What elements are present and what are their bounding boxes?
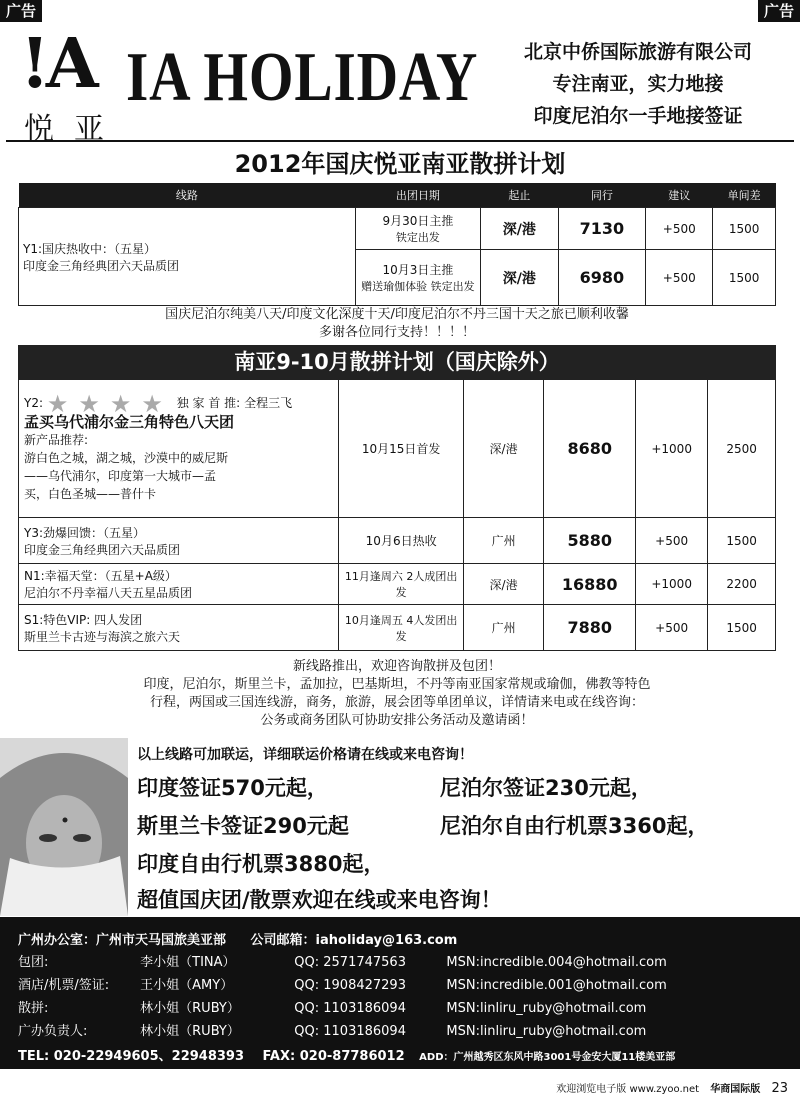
contact-name: 王小姐（AMY） [140, 978, 234, 993]
from-cell: 广州 [463, 605, 544, 651]
from-cell: 广州 [463, 518, 544, 564]
contact-msn: MSN:incredible.001@hotmail.com [446, 978, 667, 993]
table-row [19, 564, 776, 605]
contact-role: 酒店/机票/签证: [18, 978, 110, 993]
route-name: Y1:国庆热收中：（五星） [23, 241, 157, 256]
route-desc: ——乌代浦尔，印度第一大城市—孟 [24, 468, 217, 483]
telephone: TEL: 020-22949605、22948393 [18, 1049, 245, 1064]
single-cell: 1500 [713, 250, 776, 306]
woman-photo [0, 738, 128, 916]
brand-name: IA HOLIDAY [126, 39, 479, 116]
contact-qq: QQ: 1103186094 [294, 1001, 406, 1016]
header [6, 22, 794, 147]
date-cell: 11月逢周六 2人成团出发 [339, 564, 463, 605]
single-cell: 1500 [713, 208, 776, 250]
contact-role: 广办负责人: [18, 1024, 88, 1039]
promo-india-visa: 印度签证570元起， [137, 776, 328, 800]
contact-msn: MSN:linliru_ruby@hotmail.com [446, 1024, 647, 1039]
price-cell: 16880 [544, 564, 636, 605]
contact-name: 林小姐（RUBY） [140, 1001, 240, 1016]
price-cell: 8680 [544, 380, 636, 518]
national-day-table [18, 183, 776, 306]
notice-text [18, 306, 776, 342]
contact-role: 散拼: [18, 1001, 49, 1016]
date-cell [355, 208, 480, 250]
notice-line-2: 多谢各位同行支持！！！！ [318, 325, 475, 340]
star-icons: ★★★★ [46, 389, 173, 418]
route-y2-head [24, 389, 333, 418]
company-email: 公司邮箱：iaholiday@163.com [250, 933, 458, 948]
route-cell [19, 208, 356, 306]
logo-mark: !A [20, 24, 95, 104]
table-row [19, 518, 776, 564]
route-cell [19, 605, 339, 651]
route-name: Y3:劲爆回馈：（五星） [24, 525, 146, 540]
from-cell: 深/港 [463, 380, 544, 518]
date-cell: 10月6日热收 [339, 518, 463, 564]
section-title: 南亚9-10月散拼计划（国庆除外） [18, 345, 776, 379]
page-number: 23 [771, 1081, 788, 1096]
promo-head: 以上线路可加联运，详细联运价格请在线或来电咨询！ [137, 747, 473, 763]
single-cell: 2500 [708, 380, 776, 518]
route-desc: 买，白色圣城——普什卡 [24, 486, 157, 501]
address: ADD：广州越秀区东风中路3001号金安大厦11楼美亚部 [419, 1052, 676, 1063]
contact-msn: MSN:linliru_ruby@hotmail.com [446, 1001, 647, 1016]
page-footer [556, 1080, 788, 1096]
route-cell [19, 518, 339, 564]
route-code: Y2: [24, 396, 44, 411]
route-name: 孟买乌代浦尔金三角特色八天团 [24, 412, 235, 431]
col-price: 同行 [558, 183, 646, 208]
contact-name: 李小姐（TINA） [140, 955, 236, 970]
from-cell: 深/港 [481, 208, 558, 250]
col-route: 线路 [19, 183, 356, 208]
route-cell [19, 380, 339, 518]
suggest-cell: +500 [646, 250, 713, 306]
single-cell: 2200 [708, 564, 776, 605]
contact-footer [0, 917, 800, 1069]
single-cell: 1500 [708, 518, 776, 564]
tel-line [18, 1045, 788, 1064]
route-desc: 斯里兰卡古迹与海滨之旅六天 [24, 629, 181, 644]
table-row [19, 380, 776, 518]
promo-nepal-visa: 尼泊尔签证230元起， [440, 776, 652, 800]
date-cell [355, 250, 480, 306]
ad-label-right: 广告 [758, 0, 800, 22]
col-suggest: 建议 [646, 183, 713, 208]
contact-row [18, 951, 788, 970]
company-info [488, 36, 788, 132]
suggest-cell: +500 [646, 208, 713, 250]
date-text: 10月3日主推 [382, 263, 454, 277]
col-date: 出团日期 [355, 183, 480, 208]
route-desc: 印度金三角经典团六天品质团 [23, 258, 180, 273]
info-line: 新线路推出，欢迎咨询散拼及包团！ [292, 659, 501, 674]
promo-srilanka-visa: 斯里兰卡签证290元起 [137, 814, 349, 838]
date-cell: 10月逢周五 4人发团出发 [339, 605, 463, 651]
single-cell: 1500 [708, 605, 776, 651]
notice-line-1: 国庆尼泊尔纯美八天/印度文化深度十天/印度尼泊尔不丹三国十天之旅已顺利收馨 [165, 307, 629, 322]
company-name: 北京中侨国际旅游有限公司 [523, 41, 752, 63]
contact-row [18, 974, 788, 993]
ad-label-left: 广告 [0, 0, 42, 22]
price-cell: 7880 [544, 605, 636, 651]
fax: FAX: 020-87786012 [262, 1049, 405, 1064]
south-asia-table [18, 379, 776, 651]
route-desc: 尼泊尔不丹幸福八天五星品质团 [24, 586, 193, 600]
info-line: 印度，尼泊尔，斯里兰卡，孟加拉，巴基斯坦，不丹等南亚国家常规或瑜伽，佛教等特色 [143, 677, 651, 692]
col-single: 单间差 [713, 183, 776, 208]
price-cell: 7130 [558, 208, 646, 250]
contact-msn: MSN:incredible.004@hotmail.com [446, 955, 667, 970]
promo-national-day: 超值国庆团/散票欢迎在线或来电咨询！ [137, 888, 502, 912]
suggest-cell: +1000 [636, 564, 708, 605]
office-line [18, 929, 457, 948]
paper-name: 华商国际版 [710, 1084, 761, 1095]
suggest-cell: +500 [636, 518, 708, 564]
route-tag-2: 全程三飞 [244, 396, 293, 411]
promo-section [0, 738, 800, 916]
table-header [19, 183, 776, 208]
suggest-cell: +1000 [636, 380, 708, 518]
logo-sub: 悦亚 [24, 112, 124, 147]
office-address: 广州办公室：广州市天马国旅美亚部 [18, 933, 227, 948]
info-text [18, 658, 776, 730]
table-row [19, 208, 776, 250]
from-cell: 深/港 [463, 564, 544, 605]
route-name: N1:幸福天堂：（五星+A级） [24, 569, 177, 583]
contact-qq: QQ: 1103186094 [294, 1024, 406, 1039]
page-title: 2012年国庆悦亚南亚散拼计划 [234, 150, 566, 178]
contact-name: 林小姐（RUBY） [140, 1024, 240, 1039]
promo-nepal-ticket: 尼泊尔自由行机票3360起， [440, 814, 709, 838]
promo-india-ticket: 印度自由行机票3880起， [137, 852, 385, 876]
company-slogan-2: 印度尼泊尔一手地接签证 [533, 105, 743, 127]
col-from: 起止 [481, 183, 558, 208]
contact-row [18, 1020, 788, 1039]
date-cell: 10月15日首发 [339, 380, 463, 518]
date-text: 9月30日主推 [382, 214, 454, 228]
contact-role: 包团: [18, 955, 49, 970]
date-note: 铁定出发 [395, 231, 440, 244]
contact-qq: QQ: 1908427293 [294, 978, 406, 993]
route-desc: 印度金三角经典团六天品质团 [24, 542, 181, 557]
price-cell: 6980 [558, 250, 646, 306]
from-cell: 深/港 [481, 250, 558, 306]
contact-row [18, 997, 788, 1016]
info-line: 公务或商务团队可协助安排公务活动及邀请函！ [260, 713, 534, 728]
site-url: 欢迎浏览电子版 www.zyoo.net [556, 1084, 700, 1095]
route-name: S1:特色VIP: 四人发团 [24, 612, 143, 627]
route-cell [19, 564, 339, 605]
contact-qq: QQ: 2571747563 [294, 955, 406, 970]
date-note: 赠送瑜伽体验 铁定出发 [361, 280, 475, 293]
route-new: 新产品推荐: [24, 432, 89, 447]
price-cell: 5880 [544, 518, 636, 564]
table-row [19, 605, 776, 651]
route-desc: 游白色之城，湖之城，沙漠中的威尼斯 [24, 450, 229, 465]
info-line: 行程，两国或三国连线游，商务，旅游，展会团等单团单议，详情请来电或在线咨询： [149, 695, 644, 710]
suggest-cell: +500 [636, 605, 708, 651]
route-tag: 独 家 首 推: [176, 396, 241, 411]
company-slogan-1: 专注南亚，实力地接 [552, 73, 724, 95]
